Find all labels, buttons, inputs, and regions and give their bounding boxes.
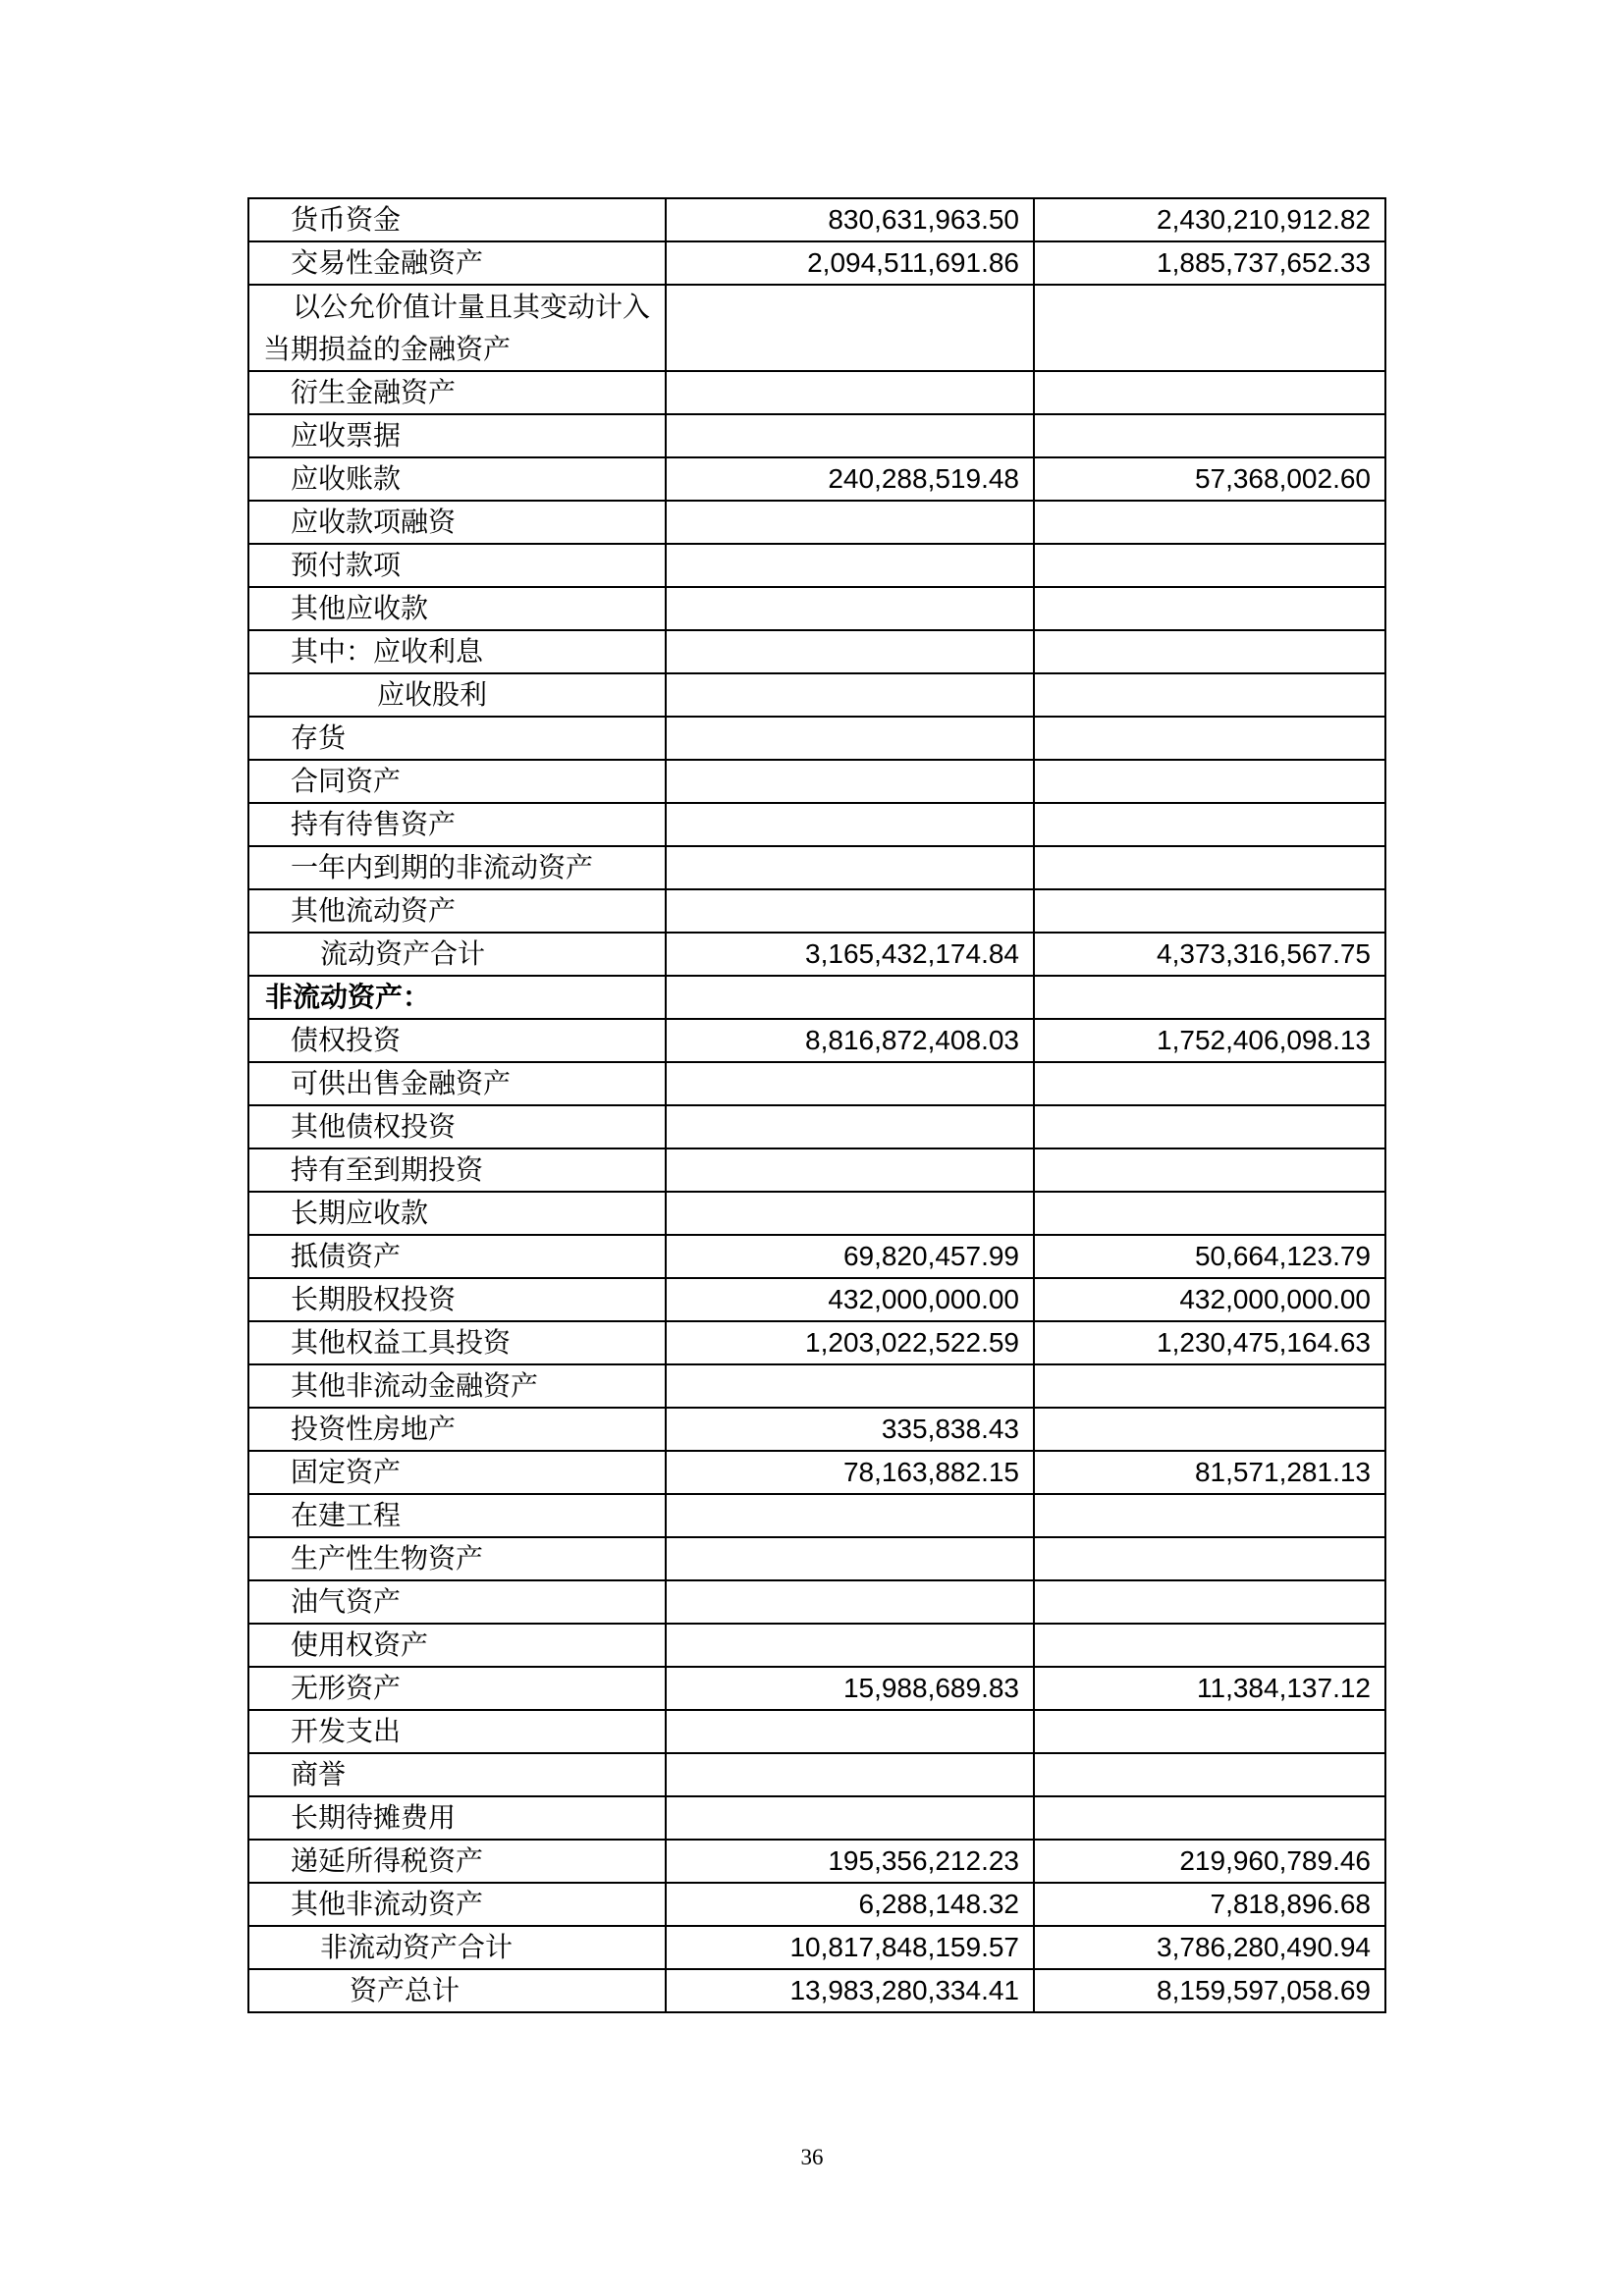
row-label: 生产性生物资产 bbox=[248, 1537, 666, 1580]
prior-period-value bbox=[1034, 630, 1385, 673]
page-number: 36 bbox=[800, 2145, 824, 2169]
row-label: 抵债资产 bbox=[248, 1235, 666, 1278]
table-row bbox=[248, 198, 1385, 241]
prior-period-value bbox=[1034, 760, 1385, 803]
row-label: 债权投资 bbox=[248, 1019, 666, 1062]
table-row bbox=[248, 587, 1385, 630]
table-row bbox=[248, 1537, 1385, 1580]
current-period-value: 1,203,022,522.59 bbox=[666, 1321, 1034, 1364]
current-period-value bbox=[666, 1624, 1034, 1667]
table-row bbox=[248, 285, 1385, 371]
table-row bbox=[248, 1969, 1385, 2012]
prior-period-value: 1,752,406,098.13 bbox=[1034, 1019, 1385, 1062]
row-label: 持有待售资产 bbox=[248, 803, 666, 846]
current-period-value bbox=[666, 501, 1034, 544]
prior-period-value bbox=[1034, 1192, 1385, 1235]
current-period-value bbox=[666, 285, 1034, 371]
row-label: 衍生金融资产 bbox=[248, 371, 666, 414]
prior-period-value bbox=[1034, 846, 1385, 889]
row-label: 开发支出 bbox=[248, 1710, 666, 1753]
row-label: 非流动资产： bbox=[248, 976, 666, 1019]
table-row bbox=[248, 371, 1385, 414]
current-period-value bbox=[666, 803, 1034, 846]
table-row bbox=[248, 1451, 1385, 1494]
row-label: 其他流动资产 bbox=[248, 889, 666, 933]
current-period-value bbox=[666, 976, 1034, 1019]
current-period-value: 3,165,432,174.84 bbox=[666, 933, 1034, 976]
current-period-value bbox=[666, 1148, 1034, 1192]
prior-period-value bbox=[1034, 1753, 1385, 1796]
table-row bbox=[248, 1796, 1385, 1840]
row-label: 长期股权投资 bbox=[248, 1278, 666, 1321]
table-row bbox=[248, 1062, 1385, 1105]
current-period-value: 8,816,872,408.03 bbox=[666, 1019, 1034, 1062]
prior-period-value bbox=[1034, 285, 1385, 371]
row-label: 使用权资产 bbox=[248, 1624, 666, 1667]
current-period-value: 830,631,963.50 bbox=[666, 198, 1034, 241]
table-row bbox=[248, 1148, 1385, 1192]
row-label: 投资性房地产 bbox=[248, 1408, 666, 1451]
row-label: 预付款项 bbox=[248, 544, 666, 587]
current-period-value: 13,983,280,334.41 bbox=[666, 1969, 1034, 2012]
prior-period-value bbox=[1034, 1580, 1385, 1624]
current-period-value: 335,838.43 bbox=[666, 1408, 1034, 1451]
row-label: 长期应收款 bbox=[248, 1192, 666, 1235]
prior-period-value: 2,430,210,912.82 bbox=[1034, 198, 1385, 241]
row-label: 其中：应收利息 bbox=[248, 630, 666, 673]
prior-period-value: 50,664,123.79 bbox=[1034, 1235, 1385, 1278]
row-label: 递延所得税资产 bbox=[248, 1840, 666, 1883]
table-row bbox=[248, 1580, 1385, 1624]
table-row bbox=[248, 1019, 1385, 1062]
row-label: 商誉 bbox=[248, 1753, 666, 1796]
prior-period-value bbox=[1034, 414, 1385, 457]
table-row bbox=[248, 544, 1385, 587]
table-row bbox=[248, 1753, 1385, 1796]
current-period-value bbox=[666, 1537, 1034, 1580]
prior-period-value bbox=[1034, 1105, 1385, 1148]
prior-period-value: 57,368,002.60 bbox=[1034, 457, 1385, 501]
prior-period-value bbox=[1034, 587, 1385, 630]
prior-period-value bbox=[1034, 501, 1385, 544]
table-row bbox=[248, 976, 1385, 1019]
table-row bbox=[248, 241, 1385, 285]
row-label: 合同资产 bbox=[248, 760, 666, 803]
current-period-value: 78,163,882.15 bbox=[666, 1451, 1034, 1494]
current-period-value: 2,094,511,691.86 bbox=[666, 241, 1034, 285]
table-row bbox=[248, 673, 1385, 717]
row-label: 固定资产 bbox=[248, 1451, 666, 1494]
balance-sheet-table bbox=[247, 197, 1386, 2013]
prior-period-value bbox=[1034, 371, 1385, 414]
prior-period-value bbox=[1034, 1796, 1385, 1840]
row-label: 一年内到期的非流动资产 bbox=[248, 846, 666, 889]
row-label: 油气资产 bbox=[248, 1580, 666, 1624]
prior-period-value: 8,159,597,058.69 bbox=[1034, 1969, 1385, 2012]
prior-period-value bbox=[1034, 1148, 1385, 1192]
prior-period-value bbox=[1034, 976, 1385, 1019]
current-period-value: 15,988,689.83 bbox=[666, 1667, 1034, 1710]
current-period-value: 69,820,457.99 bbox=[666, 1235, 1034, 1278]
prior-period-value bbox=[1034, 673, 1385, 717]
row-label: 资产总计 bbox=[248, 1969, 666, 2012]
current-period-value bbox=[666, 1494, 1034, 1537]
row-label: 非流动资产合计 bbox=[248, 1926, 666, 1969]
table-row bbox=[248, 803, 1385, 846]
row-label: 交易性金融资产 bbox=[248, 241, 666, 285]
prior-period-value bbox=[1034, 717, 1385, 760]
row-label: 无形资产 bbox=[248, 1667, 666, 1710]
table-row bbox=[248, 501, 1385, 544]
table-row bbox=[248, 1624, 1385, 1667]
prior-period-value bbox=[1034, 1537, 1385, 1580]
row-label: 应收账款 bbox=[248, 457, 666, 501]
table-row bbox=[248, 1883, 1385, 1926]
prior-period-value bbox=[1034, 803, 1385, 846]
row-label: 其他债权投资 bbox=[248, 1105, 666, 1148]
row-label: 长期待摊费用 bbox=[248, 1796, 666, 1840]
current-period-value bbox=[666, 889, 1034, 933]
table-row bbox=[248, 1710, 1385, 1753]
table-row bbox=[248, 1667, 1385, 1710]
table-row bbox=[248, 1364, 1385, 1408]
row-label: 持有至到期投资 bbox=[248, 1148, 666, 1192]
row-label: 应收款项融资 bbox=[248, 501, 666, 544]
current-period-value bbox=[666, 1192, 1034, 1235]
current-period-value bbox=[666, 673, 1034, 717]
prior-period-value bbox=[1034, 1364, 1385, 1408]
table-row bbox=[248, 846, 1385, 889]
row-label: 应收股利 bbox=[248, 673, 666, 717]
row-label: 其他非流动金融资产 bbox=[248, 1364, 666, 1408]
prior-period-value bbox=[1034, 1494, 1385, 1537]
prior-period-value: 432,000,000.00 bbox=[1034, 1278, 1385, 1321]
table-row bbox=[248, 717, 1385, 760]
prior-period-value: 7,818,896.68 bbox=[1034, 1883, 1385, 1926]
row-label: 流动资产合计 bbox=[248, 933, 666, 976]
table-row bbox=[248, 1926, 1385, 1969]
row-label: 可供出售金融资产 bbox=[248, 1062, 666, 1105]
balance-sheet-body bbox=[248, 198, 1385, 2012]
current-period-value bbox=[666, 1062, 1034, 1105]
table-row bbox=[248, 1321, 1385, 1364]
current-period-value bbox=[666, 587, 1034, 630]
current-period-value bbox=[666, 371, 1034, 414]
prior-period-value bbox=[1034, 1062, 1385, 1105]
prior-period-value: 1,885,737,652.33 bbox=[1034, 241, 1385, 285]
current-period-value bbox=[666, 1105, 1034, 1148]
row-label: 在建工程 bbox=[248, 1494, 666, 1537]
table-row bbox=[248, 1192, 1385, 1235]
prior-period-value bbox=[1034, 1624, 1385, 1667]
prior-period-value: 219,960,789.46 bbox=[1034, 1840, 1385, 1883]
table-row bbox=[248, 1840, 1385, 1883]
row-label: 其他非流动资产 bbox=[248, 1883, 666, 1926]
row-label: 以公允价值计量且其变动计入当期损益的金融资产 bbox=[248, 285, 666, 371]
prior-period-value bbox=[1034, 889, 1385, 933]
current-period-value bbox=[666, 717, 1034, 760]
table-row bbox=[248, 414, 1385, 457]
table-row bbox=[248, 457, 1385, 501]
table-row bbox=[248, 1494, 1385, 1537]
current-period-value bbox=[666, 846, 1034, 889]
current-period-value: 195,356,212.23 bbox=[666, 1840, 1034, 1883]
current-period-value: 432,000,000.00 bbox=[666, 1278, 1034, 1321]
current-period-value bbox=[666, 1710, 1034, 1753]
row-label: 存货 bbox=[248, 717, 666, 760]
prior-period-value: 11,384,137.12 bbox=[1034, 1667, 1385, 1710]
prior-period-value bbox=[1034, 544, 1385, 587]
current-period-value bbox=[666, 1753, 1034, 1796]
prior-period-value bbox=[1034, 1408, 1385, 1451]
current-period-value bbox=[666, 544, 1034, 587]
current-period-value bbox=[666, 1796, 1034, 1840]
prior-period-value: 4,373,316,567.75 bbox=[1034, 933, 1385, 976]
table-row bbox=[248, 1408, 1385, 1451]
table-row bbox=[248, 889, 1385, 933]
table-row bbox=[248, 1278, 1385, 1321]
current-period-value bbox=[666, 414, 1034, 457]
current-period-value: 240,288,519.48 bbox=[666, 457, 1034, 501]
prior-period-value bbox=[1034, 1710, 1385, 1753]
row-label: 其他权益工具投资 bbox=[248, 1321, 666, 1364]
table-row bbox=[248, 1105, 1385, 1148]
prior-period-value: 3,786,280,490.94 bbox=[1034, 1926, 1385, 1969]
table-row bbox=[248, 933, 1385, 976]
row-label: 其他应收款 bbox=[248, 587, 666, 630]
current-period-value bbox=[666, 760, 1034, 803]
table-row bbox=[248, 1235, 1385, 1278]
row-label: 货币资金 bbox=[248, 198, 666, 241]
current-period-value bbox=[666, 1580, 1034, 1624]
table-row bbox=[248, 760, 1385, 803]
table-row bbox=[248, 630, 1385, 673]
current-period-value bbox=[666, 630, 1034, 673]
current-period-value: 6,288,148.32 bbox=[666, 1883, 1034, 1926]
prior-period-value: 1,230,475,164.63 bbox=[1034, 1321, 1385, 1364]
row-label: 应收票据 bbox=[248, 414, 666, 457]
current-period-value: 10,817,848,159.57 bbox=[666, 1926, 1034, 1969]
prior-period-value: 81,571,281.13 bbox=[1034, 1451, 1385, 1494]
current-period-value bbox=[666, 1364, 1034, 1408]
